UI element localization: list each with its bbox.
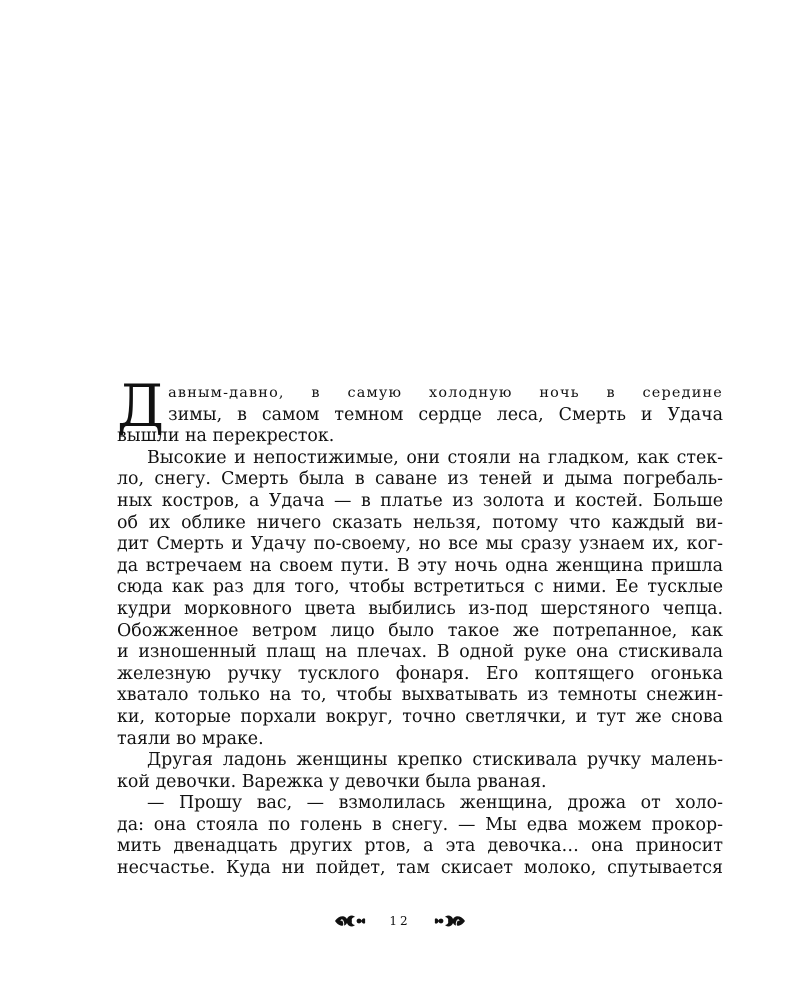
text-line: ных костров, а Удача — в платье из золота и костей. Больше (117, 490, 723, 511)
text-line: и изношенный плащ на плечах. В одной руке она стискивала (117, 642, 723, 663)
text-line: сюда как раз для того, чтобы встретиться с ними. Ее тусклые (117, 577, 723, 598)
text-line: железную ручку тусклого фонаря. Его коптящего огонька (117, 663, 723, 684)
text-line: авным-давно, в самую холодную ночь в середине (168, 385, 723, 401)
paragraph-1 (117, 372, 723, 448)
page-number: 12 (389, 914, 411, 928)
paragraph-2 (117, 448, 723, 750)
text-line: об их облике ничего сказать нельзя, потому что каждый ви- (117, 512, 723, 533)
drop-cap: Д (117, 372, 165, 440)
text-line: зимы, в самом темном сердце леса, Смерть и Удача (168, 404, 723, 425)
paragraph-3 (117, 750, 723, 793)
text-line: таяли во мраке. (117, 728, 264, 749)
text-line: хватало только на то, чтобы выхватывать из темноты снежин- (117, 685, 723, 706)
text-line: — Прошу вас, — взмолилась женщина, дрожа от холо- (147, 793, 723, 814)
text-line: да встречаем на своем пути. В эту ночь одна женщина пришла (117, 555, 723, 576)
text-line: Обожженное ветром лицо было такое же потрепанное, как (117, 620, 723, 641)
paragraph-4 (117, 793, 723, 879)
body-text (117, 372, 723, 880)
text-line: несчастье. Куда ни пойдет, там скисает молоко, спутывается (117, 858, 723, 879)
text-line: кудри морковного цвета выбились из-под шерстяного чепца. (117, 598, 723, 619)
text-line: мить двенадцать других ртов, а эта девочка… она приносит (117, 836, 723, 857)
text-line: ки, которые порхали вокруг, точно светлячки, и тут же снова (117, 706, 723, 727)
text-line: ло, снегу. Смерть была в саване из теней и дыма погребаль- (117, 469, 723, 490)
fleuron-right-icon (433, 911, 467, 931)
text-line: вышли на перекресток. (117, 426, 335, 447)
text-line: да: она стояла по голень в снегу. — Мы едва можем прокор- (117, 814, 723, 835)
fleuron-left-icon (333, 911, 367, 931)
text-line: Высокие и непостижимые, они стояли на гладком, как стек- (147, 447, 723, 468)
text-line: Другая ладонь женщины крепко стискивала ручку малень- (147, 750, 723, 771)
page-footer (0, 909, 800, 933)
text-line: дит Смерть и Удачу по-своему, но все мы сразу узнаем их, ког- (117, 534, 723, 555)
text-line: кой девочки. Варежка у девочки была рваная. (117, 771, 547, 792)
